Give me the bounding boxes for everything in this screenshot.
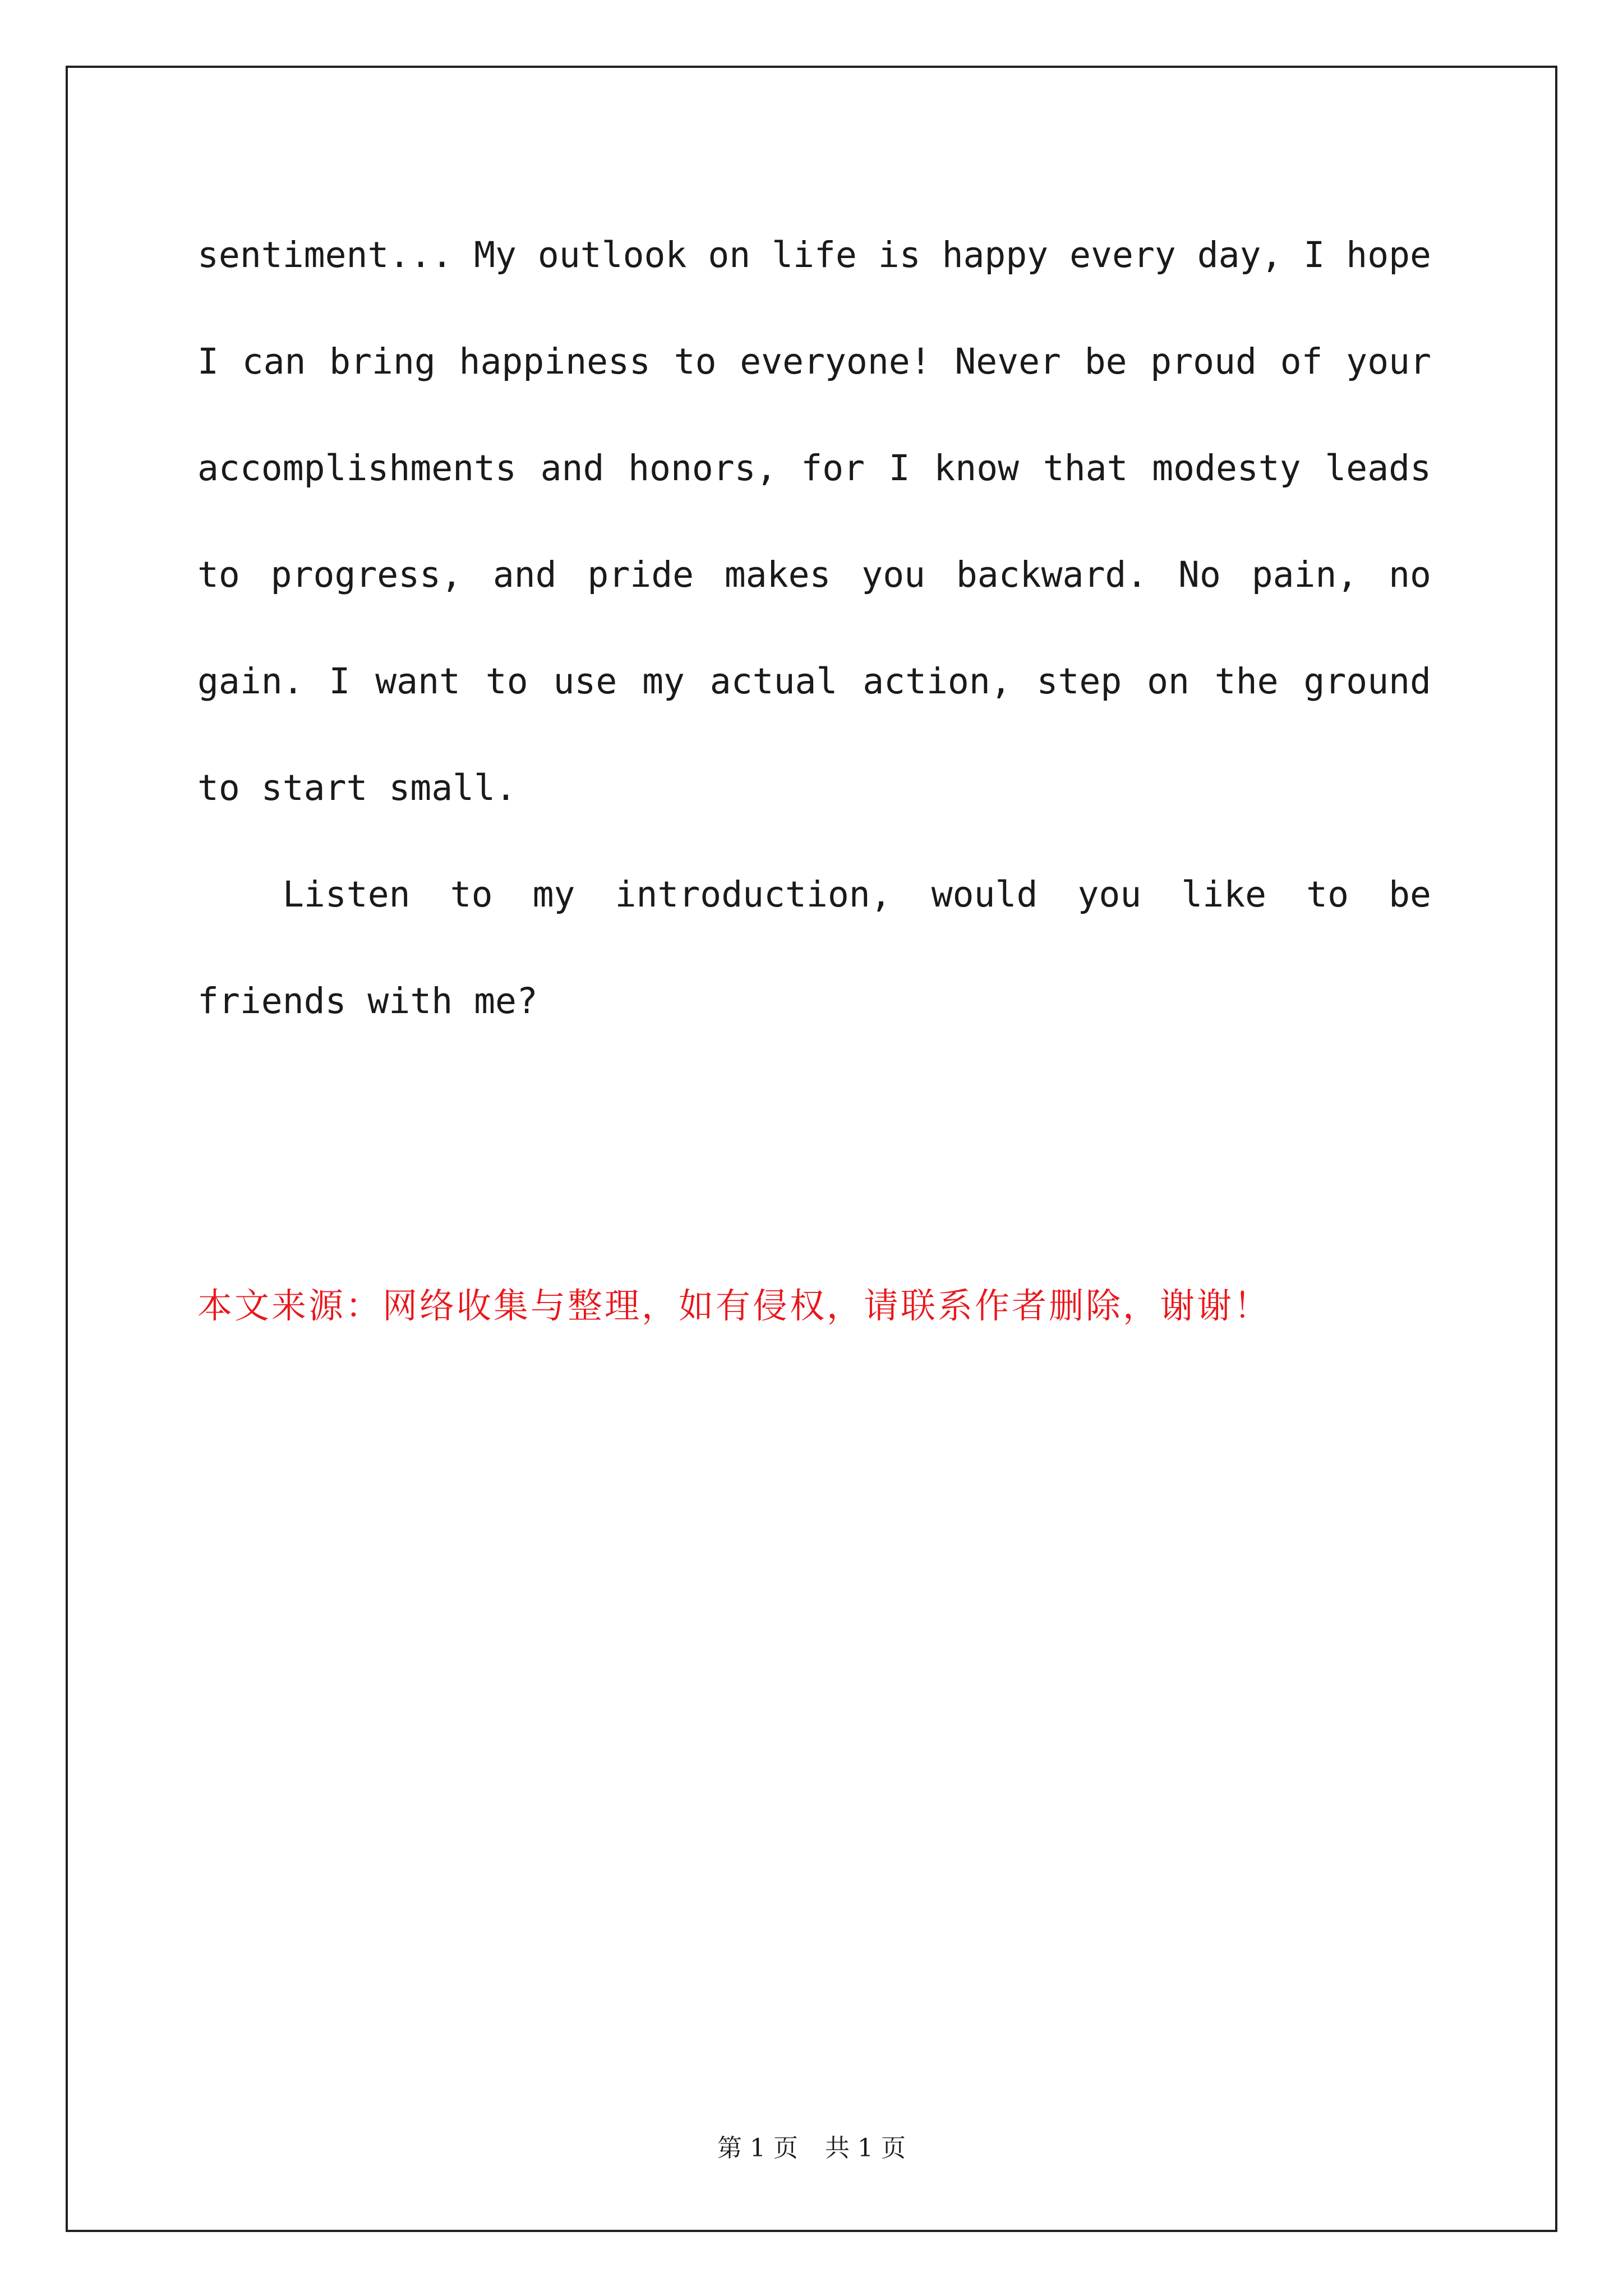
source-note: 本文来源：网络收集与整理，如有侵权，请联系作者删除，谢谢！ — [197, 1285, 1271, 1326]
total-pages-label: 共 1 页 — [825, 2134, 906, 2162]
paragraph-1: sentiment... My outlook on life is happy every day, I hope I can bring happiness to everyone! Never be proud of your accomplishments and honors, for I know that modesty leads to progress, and pride makes you backward. No pain, no gain. I want to use my actual action, step on the ground to start small. — [197, 234, 1431, 808]
document-body — [197, 202, 1431, 1055]
current-page-label: 第 1 页 — [717, 2134, 798, 2162]
paragraph-2: Listen to my introduction, would you like to be friends with me? — [197, 874, 1431, 1022]
page-footer — [0, 2132, 1623, 2165]
